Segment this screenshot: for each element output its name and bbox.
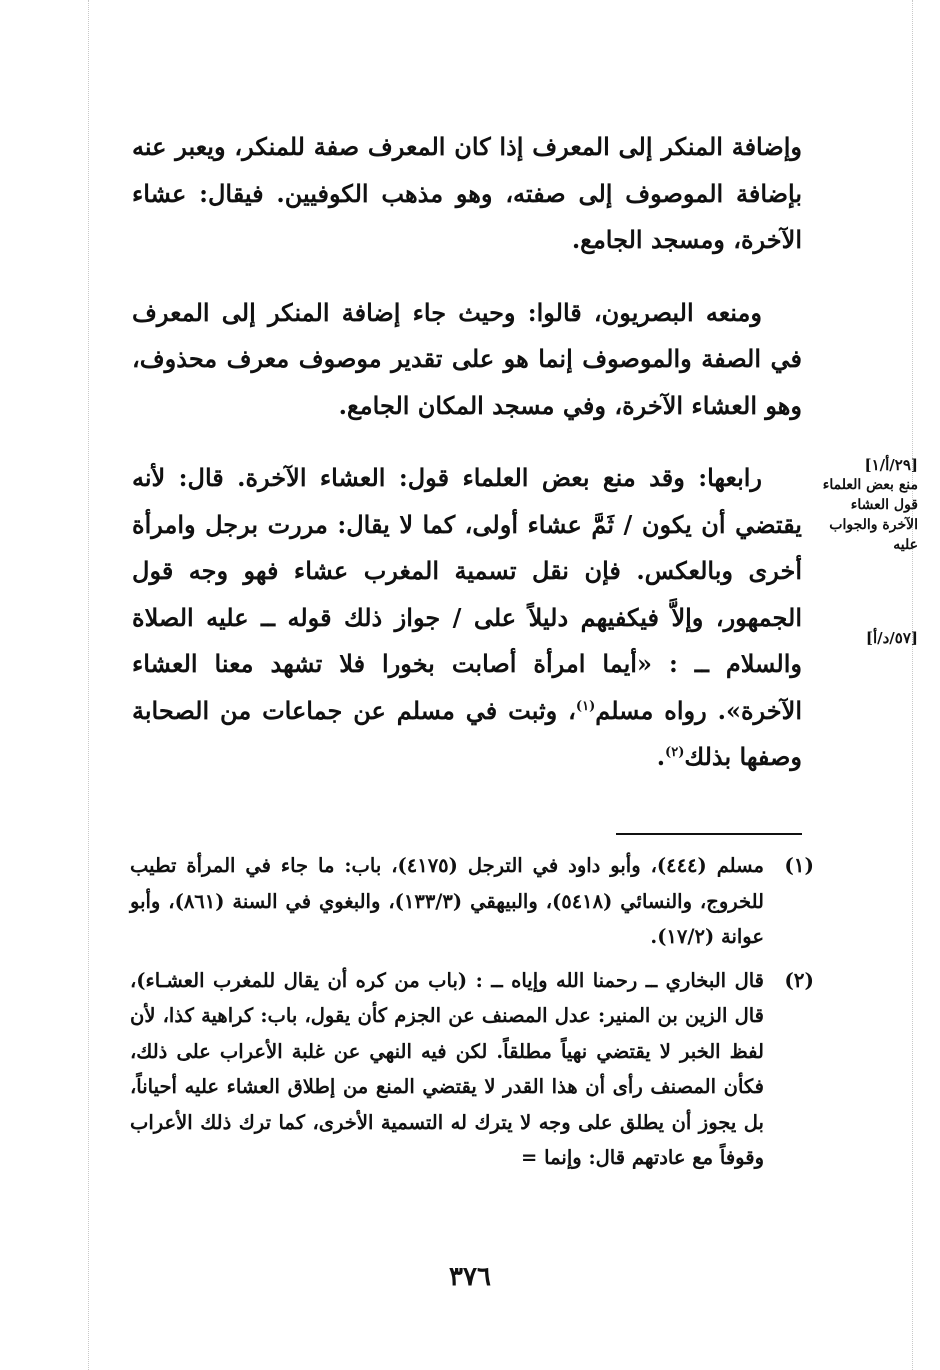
paragraph-text: وقد منع بعض العلماء قول: العشاء الآخرة. قال: لأنه يقتضي أن يكون / ثَمَّ عشاء أولى، كما لا يقال: مررت برجل وامرأة أخرى وبالعكس. فإن نقل تسمية المغرب عشاء فهو وجه قول الجمهور، وإلاَّ فيكفيهم دليلاً على / جواز ذلك قوله ــ عليه الصلاة والسلام ــ : «أيما امرأة أصابت بخورا فلا تشهد معنا العشاء الآخرة». رواه مسلم bbox=[132, 463, 802, 725]
main-text bbox=[132, 124, 802, 781]
margin-note-1 bbox=[818, 455, 918, 555]
footnote-ref-1[interactable]: (١) bbox=[575, 698, 596, 714]
manuscript-ref: [٢٩/أ/١] bbox=[864, 456, 918, 474]
margin-note-2 bbox=[818, 628, 918, 648]
paragraph-text-end: . bbox=[656, 742, 666, 771]
paragraph-lead: رابعها: bbox=[698, 463, 762, 492]
page-edge-right bbox=[912, 0, 913, 1370]
paragraph-text-cont: ، وثبت في مسلم عن جماعات من الصحابة وصفها بذلك bbox=[132, 695, 802, 771]
body-paragraph-2 bbox=[132, 290, 802, 430]
footnotes bbox=[130, 848, 814, 1176]
paragraph-text: وإضافة المنكر إلى المعرف إذا كان المعرف صفة للمنكر، ويعبر عنه بإضافة الموصوف إلى صفته، وهو مذهب الكوفيين. فيقال: عشاء الآخرة، ومسجد الجامع. bbox=[132, 132, 802, 254]
page-number: ٣٧٦ bbox=[449, 1262, 491, 1292]
footnote-2 bbox=[130, 963, 814, 1176]
footnote-number: (٢) bbox=[784, 967, 814, 992]
footnote-text: قال البخاري ــ رحمنا الله وإياه ــ : (باب من كره أن يقال للمغرب العشـاء)، قال الزين بن المنير: عدل المصنف عن الجزم كأن يقول، باب: كراهية كذا، لأن لفظ الخبر لا يقتضي نهياً مطلقاً. لكن فيه النهي عن غلبة الأعراب على ذلك، فكأن المصنف رأى أن هذا القدر لا يقتضي المنع من إطلاق العشاء عليه أحياناً، بل يجوز أن يطلق على وجه لا يترك له التسمية الأخرى، كما ترك ذلك الأعراب وقوفاً مع عادتهم قال: وإنما = bbox=[130, 968, 764, 1169]
footnote-ref-2[interactable]: (٢) bbox=[665, 745, 685, 760]
body-paragraph-3 bbox=[132, 455, 802, 781]
paragraph-text: ومنعه البصريون، قالوا: وحيث جاء إضافة المنكر إلى المعرف في الصفة والموصوف إنما هو على تقدير موصوف معرف محذوف، وهو العشاء الآخرة، وفي مسجد المكان الجامع. bbox=[132, 297, 802, 420]
manuscript-ref: [٥٧/د/أ] bbox=[865, 629, 918, 647]
footnote-number: (١) bbox=[784, 853, 814, 877]
page-edge-left bbox=[88, 0, 89, 1370]
margin-note-text: منع بعض العلماء قول العشاء الآخرة والجواب عليه bbox=[822, 477, 918, 553]
footnote-1 bbox=[130, 848, 814, 955]
footnote-separator bbox=[616, 833, 802, 835]
footnote-text: مسلم (٤٤٤)، وأبو داود في الترجل (٤١٧٥)، باب: ما جاء في المرأة تطيب للخروج، والنسائي (٥٤١٨)، والبيهقي (١٣٣/٣)، والبغوي في السنة (٨٦١)، وأبو عوانة (١٧/٢). bbox=[130, 854, 764, 948]
body-paragraph-1 bbox=[132, 124, 802, 264]
